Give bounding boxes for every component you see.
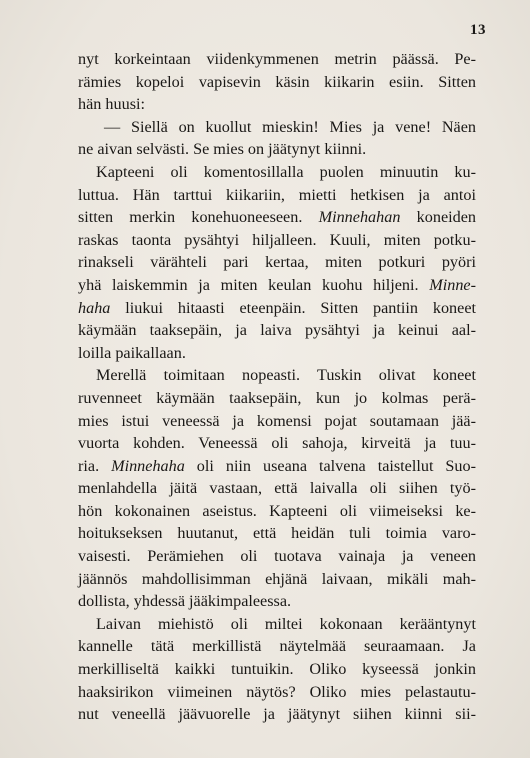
text-line: Laivan miehistö oli miltei kokonaan kerääntynyt bbox=[96, 614, 476, 633]
text-line: haaksirikon viimeinen näytös? Oliko mies pelastautu- bbox=[78, 682, 476, 701]
text-line: hön kokonainen aseistus. Kapteeni oli viimeiseksi ke- bbox=[78, 501, 476, 520]
page-number: 13 bbox=[470, 22, 486, 38]
text-line: yhä laiskemmin ja miten keulan kuohu hiljeni. Minne- bbox=[78, 275, 476, 294]
ship-name-italic: Minnehahan bbox=[318, 208, 401, 227]
text-line: vaisesti. Perämiehen oli tuotava vainaja ja veneen bbox=[78, 547, 476, 566]
text-line: ne aivan selvästi. Se mies on jäätynyt kiinni. bbox=[78, 140, 367, 159]
ship-name-italic: haha bbox=[78, 298, 111, 317]
text-line: loilla paikallaan. bbox=[78, 343, 186, 362]
text-line: mies istui veneessä ja komensi pojat soutamaan jää- bbox=[78, 411, 476, 430]
text-line: luttua. Hän tarttui kiikariin, mietti hetkisen ja antoi bbox=[78, 185, 476, 204]
text-line: sitten merkin konehuoneeseen. Minnehahan koneiden bbox=[78, 208, 476, 227]
text-line: ria. Minnehaha oli niin useana talvena taistellut Suo- bbox=[78, 456, 476, 475]
text-line: hoitukseksen huutanut, että heidän tuli toimia varo- bbox=[78, 524, 476, 543]
text-line: kannelle tätä merkillistä näytelmää seuraamaan. Ja bbox=[78, 637, 476, 656]
text-line: dollista, yhdessä jääkimpaleessa. bbox=[78, 592, 292, 611]
body-text bbox=[78, 48, 476, 726]
text-line: ruvenneet käymään taaksepäin, kun jo kolmas perä- bbox=[78, 388, 476, 407]
text-line: merkilliseltä kaikki tuntuikin. Oliko kyseessä jonkin bbox=[78, 660, 476, 679]
text-line: rämies kopeloi vapisevin käsin kiikarin esiin. Sitten bbox=[78, 72, 476, 91]
text-line: haha liukui hitaasti eteenpäin. Sitten pantiin koneet bbox=[78, 298, 476, 317]
text-line: nut veneellä jäävuorelle ja jäätynyt siihen kiinni sii- bbox=[78, 705, 476, 724]
text-line: jäännös mahdollisimman ehjänä laivaan, mikäli mah- bbox=[78, 569, 476, 588]
text-line: menlahdella jäitä vastaan, että laivalla oli siihen työ- bbox=[78, 479, 476, 498]
ship-name-italic: Minne- bbox=[429, 275, 476, 294]
text-line: Kapteeni oli komentosillalla puolen minuutin ku- bbox=[96, 162, 476, 181]
text-line: hän huusi: bbox=[78, 95, 145, 114]
text-line: raskas taonta pysähtyi hiljalleen. Kuuli, miten potku- bbox=[78, 230, 476, 249]
text-line: nyt korkeintaan viidenkymmenen metrin päässä. Pe- bbox=[78, 50, 476, 68]
ship-name-italic: Minnehaha bbox=[111, 456, 185, 475]
text-line: vuorta kohden. Veneessä oli sahoja, kirveitä ja tuu- bbox=[78, 434, 476, 453]
text-line: — Siellä on kuollut mieskin! Mies ja vene! Näen bbox=[104, 117, 476, 136]
text-line: rinakseli värähteli pari kertaa, miten potkuri pyöri bbox=[78, 253, 476, 272]
text-line: käymään taaksepäin, ja laiva pysähtyi ja keinui aal- bbox=[78, 321, 476, 340]
text-line: Merellä toimitaan nopeasti. Tuskin olivat koneet bbox=[96, 366, 476, 385]
